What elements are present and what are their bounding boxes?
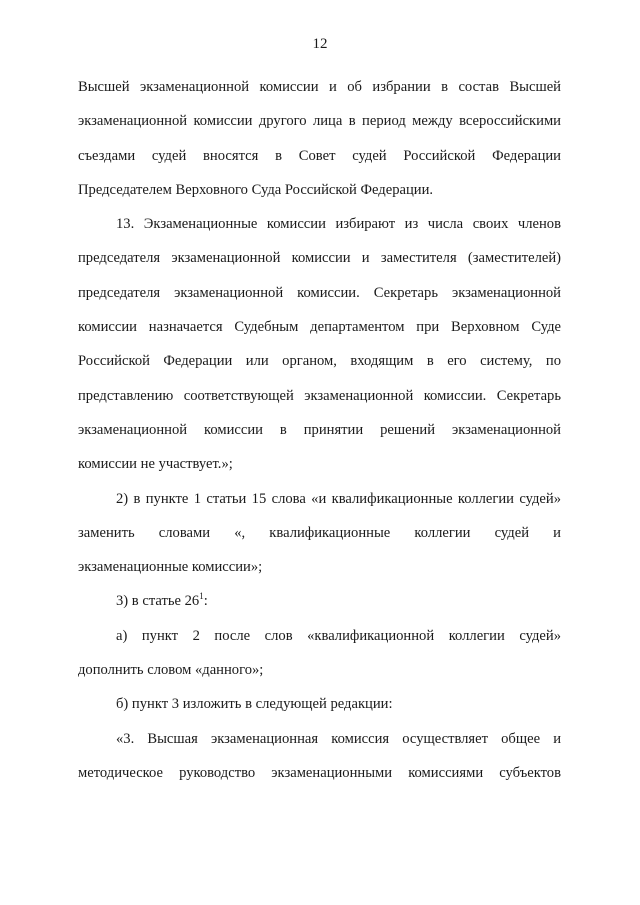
- text-line: комиссии не участвует.»;: [78, 456, 233, 473]
- paragraph: [78, 482, 561, 585]
- text-line: председателя экзаменационной комиссии. Секретарь экзаменационной: [78, 284, 561, 301]
- document-body: [78, 70, 561, 790]
- paragraph: [78, 722, 561, 791]
- text-run: 3) в статье 26: [116, 593, 200, 610]
- text-line: съездами судей вносятся в Совет судей Российской Федерации: [78, 147, 561, 164]
- paragraph: [78, 207, 561, 481]
- text-line: методическое руководство экзаменационными комиссиями субъектов: [78, 764, 561, 781]
- text-run: :: [203, 593, 208, 610]
- text-line: экзаменационной комиссии другого лица в период между всероссийскими: [78, 113, 561, 130]
- text-line: экзаменационной комиссии в принятии решений экзаменационной: [78, 421, 561, 438]
- text-line: б) пункт 3 изложить в следующей редакции:: [116, 696, 393, 713]
- text-line: комиссии назначается Судебным департаментом при Верховном Суде: [78, 319, 561, 336]
- text-line: [78, 584, 561, 618]
- paragraph: [78, 619, 561, 688]
- text-line: 2) в пункте 1 статьи 15 слова «и квалификационные коллегии судей»: [116, 490, 561, 507]
- text-line: представлению соответствующей экзаменационной комиссии. Секретарь: [78, 387, 561, 404]
- text-line: Высшей экзаменационной комиссии и об избрании в состав Высшей: [78, 79, 561, 95]
- text-line: председателя экзаменационной комиссии и заместителя (заместителей): [78, 250, 561, 267]
- superscript: 1: [199, 591, 204, 602]
- text-line: Председателем Верховного Суда Российской Федерации.: [78, 181, 434, 198]
- text-line: «3. Высшая экзаменационная комиссия осуществляет общее и: [116, 730, 561, 747]
- paragraph: [78, 70, 561, 207]
- paragraph: [78, 584, 561, 618]
- page-number: 12: [312, 36, 328, 52]
- text-line: экзаменационные комиссии»;: [78, 559, 263, 576]
- text-line: заменить словами «, квалификационные коллегии судей и: [78, 524, 561, 541]
- paragraph: [78, 687, 561, 721]
- text-line: дополнить словом «данного»;: [78, 662, 264, 679]
- text-line: 13. Экзаменационные комиссии избирают из числа своих членов: [116, 216, 561, 233]
- text-line: Российской Федерации или органом, входящим в его систему, по: [78, 353, 561, 370]
- text-line: а) пункт 2 после слов «квалификационной коллегии судей»: [116, 627, 561, 644]
